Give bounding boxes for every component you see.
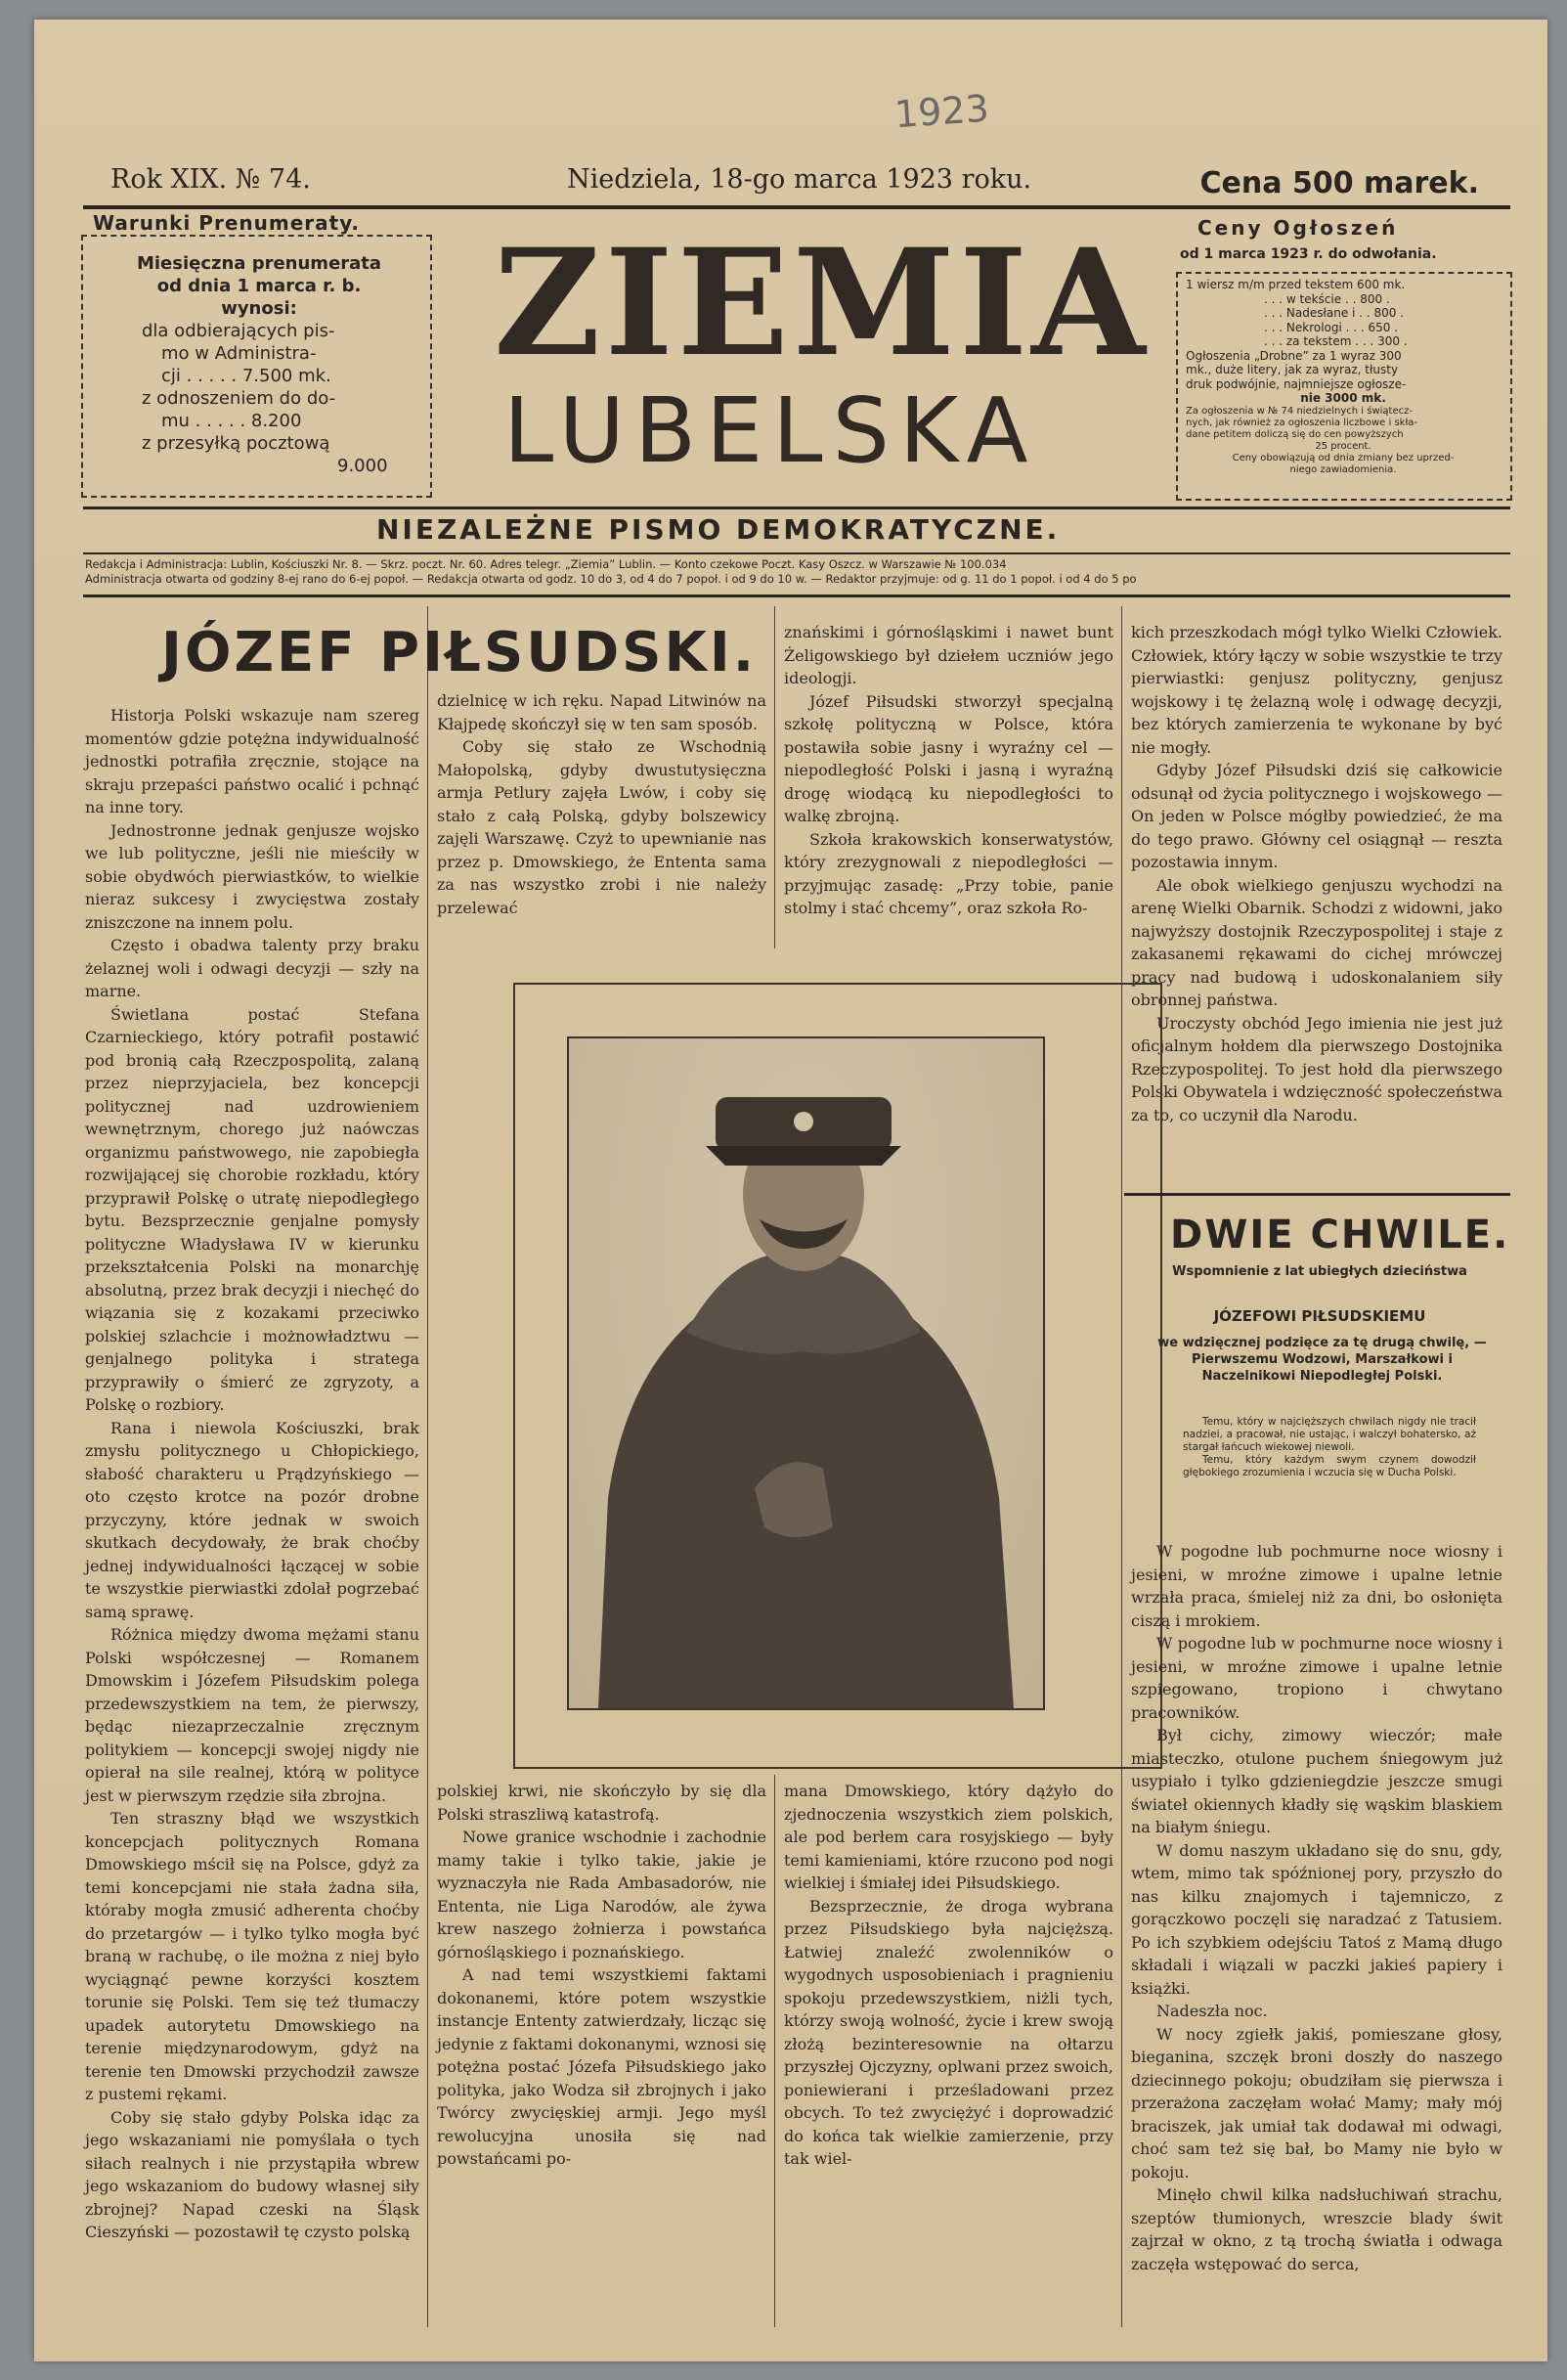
newspaper-page (34, 20, 1547, 2361)
address-block (85, 557, 1512, 587)
tagline-rule-bottom (83, 552, 1510, 554)
article2-dedication-sub: we wdzięcznej podzięce za tę drugą chwilę, — Pierwszemu Wodzowi, Marszałkowi i Naczelnikowi Niepodległej Polski. (1157, 1336, 1487, 1384)
column-divider (427, 606, 428, 2327)
portrait-photo (567, 1036, 1045, 1710)
masthead-subtitle: LUBELSKA (503, 378, 1038, 483)
tagline: NIEZALEŻNE PISMO DEMOKRATYCZNE. (376, 513, 1061, 546)
article-title: JÓZEF PIŁSUDSKI. (161, 621, 758, 684)
article2-motto: Temu, który w najcięższych chwilach nigdy nie tracił nadziei, a pracował, nie ustając, i walczył bohatersko, aż stargał łańcuch wiekowej niewoli. Temu, który każdym swym czynem dowodził głębokiego zrozumienia i wczucia się w Ducha Polski. (1183, 1416, 1476, 1478)
ads-title: Ceny Ogłoszeń (1197, 216, 1399, 240)
address-line-1: Redakcja i Administracja: Lublin, Kościuszki Nr. 8. — Skrz. poczt. Nr. 60. Adres telegr. „Ziemia” Lublin. — Konto czekowe Poczt. Kasy Oszcz. w Warszawie № 100.034 (85, 557, 1007, 571)
address-line-2: Administracja otwarta od godziny 8-ej rano do 6-ej popoł. — Redakcja otwarta od godz. 10 do 3, od 4 do 7 popoł. i od 9 do 10 w. — Redaktor przyjmuje: od g. 11 do 1 popoł. i od 4 do 5 po (85, 572, 1137, 586)
subscription-title: Warunki Prenumeraty. (93, 211, 360, 235)
article-column-4: kich przeszkodach mógł tylko Wielki Człowiek. Człowiek, który łączy w sobie wszystkie te trzy pierwiastki: genjusz polityczny, genjusz wojskowy i tę żelazną wolę i odwagę decyzji, bez których zamierzenia te wykonane by być nie mogły. Gdyby Józef Piłsudski dziś się całkowicie odsunął od życia politycznego i wojskowego — On jeden w Polsce mógłby powiedzieć, że ma do tego prawo. Główny cel osiągnął — reszta pozostawia innym. Ale obok wielkiego genjuszu wychodzi na arenę Wielki Obarnik. Schodzi z widowni, jako najwyższy dostojnik Rzeczypospolitej i staje z zakasanemi rękawami do cichej mrówczej pracy nad budową i udoskonalaniem siły obronnej państwa. Uroczysty obchód Jego imienia nie jest już oficjalnym hołdem dla pierwszego Dostojnika Rzeczypospolitej. To jest hołd dla pierwszego Polski Obywatela i wdzięczność społeczeństwa za to, co uczynił dla Narodu. (1131, 623, 1502, 1124)
subscription-text: Miesięczna prenumerata od dnia 1 marca r. b. wynosi: dla odbierających pis- mo w Administra- cji . . . . . 7.500 mk. z odnoszeniem do do- mu . . . . . 8.200 z przesyłką pocztową 9.000 (136, 253, 388, 476)
column-divider (774, 606, 775, 948)
address-rule (83, 595, 1510, 597)
column-divider (774, 1775, 775, 2327)
portrait-illustration (569, 1038, 1043, 1708)
article-column-2-bottom: polskiej krwi, nie skończyło by się dla Polski straszliwą katastrofą. Nowe granice wschodnie i zachodnie mamy takie i tylko takie, jakie je wyznaczyła nie Rada Ambasadorów, nie Ententa, nie Liga Narodów, ale żywa krew naszego żołnierza i powstańca górnośląskiego i poznańskiego. A nad temi wszystkiemi faktami dokonanemi, które potem wszystkie instancje Ententy zatwierdzały, licząc się jedynie z faktami dokonanymi, wznosi się potężna postać Józefa Piłsudskiego jako polityka, jako Wodza sił zbrojnych i jako Twórcy zwycięskiej armji. Jego myśl rewolucyjna unosiła się nad powstańcami po- (437, 1782, 766, 2168)
masthead-title: ZIEMIA (494, 217, 1150, 389)
tagline-rule-top (83, 507, 1510, 509)
article2-rule (1124, 1193, 1510, 1196)
pencil-annotation: 1923 (892, 86, 991, 137)
issue-price: Cena 500 marek. (1199, 166, 1479, 200)
issue-date: Niedziela, 18-go marca 1923 roku. (567, 164, 1032, 195)
ads-text: 1 wiersz m/m przed tekstem 600 mk. . . . w tekście . . 800 . . . . Nadesłane i . . 800 . . . . Nekrologi . . . 650 . . . . za tekstem . . . 300 . Ogłoszenia „Drobne” za 1 wyraz 300 mk., duże litery, jak za wyraz, tłusty druk podwójnie, najmniejsze ogłosze- nie 3000 mk. Za ogłoszenia w № 74 niedzielnych i świątecz- nych, jak również za ogłoszenia liczbowe i skła- dane petitem doliczą się do cen powyższych 25 procent. Ceny obowiązują od dnia zmiany bez uprzed- niego zawiadomienia. (1186, 278, 1455, 475)
article2-title: DWIE CHWILE. (1170, 1212, 1510, 1257)
article2-body: W pogodne lub pochmurne noce wiosny i jesieni, w mroźne zimowe i upalne letnie wrzała praca, śmielej niż za dni, bo osłonięta ciszą i mrokiem. W pogodne lub w pochmurne noce wiosny i jesieni, w mroźne zimowe i upalne letnie szpiegowano, tropiono i chwytano pracowników. Był cichy, zimowy wieczór; małe miasteczko, otulone puchem śniegowym już usypiało i tylko gdzieniegdzie jeszcze smugi świateł okiennych kładły się wąskim blaskiem na białym śniegu. W domu naszym układano się do snu, gdy, wtem, mimo tak spóźnionej pory, przyszło do nas kilku znajomych i tajemniczo, z gorączkowo poczęli się naradzać z Tatusiem. Po ich szybkiem odejściu Tatoś z Mamą długo składali i wiązali w paczki jakieś papiery i książki. Nadeszła noc. W nocy zgiełk jakiś, pomieszane głosy, bieganina, szczęk broni doszły do naszego dziecinnego pokoju; obudziłam się pierwsza i przerażona zaczęłam wołać Mamy; mały mój braciszek, jak umiał tak dodawał mi odwagi, choć sam też się bał, bo Mamy nie było w pokoju. Minęło chwil kilka nadsłuchiwań strachu, szeptów tłumionych, wreszcie blady świt zajrzał w okno, z tą trochą światła i odwaga zaczęła wstępować do serca, (1131, 1542, 1502, 2273)
issue-number: Rok XIX. № 74. (110, 164, 311, 195)
article2-subtitle: Wspomnienie z lat ubiegłych dzieciństwa (1172, 1264, 1467, 1279)
article-column-2-top: dzielnicę w ich ręku. Napad Litwinów na Kłajpedę skończył się w ten sam sposób. Coby się stało ze Wschodnią Małopolską, gdyby dwustutysięczna armja Petlury zajęła Lwów, i coby się stało z całą Polską, gdyby bolszewicy zajęli Warszawę. Czyż to upewnianie nas przez p. Dmowskiego, że Ententa sama za nas wszystko zrobi i nie należy przelewać (437, 691, 766, 917)
header-rule (83, 205, 1510, 209)
article2-dedication: JÓZEFOWI PIŁSUDSKIEMU (1213, 1307, 1426, 1325)
article-column-3-top: znańskimi i górnośląskimi i nawet bunt Żeligowskiego był dziełem uczniów jego ideologji. Józef Piłsudski stworzył specjalną szkołę polityczną w Polsce, która postawiła sobie jasny i wyraźny cel — niepodległość Polski i jasną i wyraźną drogę wiodącą ku niepodległości to walkę zbrojną. Szkoła krakowskich konserwatystów, który zrezygnowali z niepodległości — przyjmując zasadę: „Przy tobie, panie stolmy i stać chcemy”, oraz szkoła Ro- (784, 623, 1113, 917)
article-column-1: Historja Polski wskazuje nam szereg momentów gdzie potężna indywidualność jednostki potrafiła zręcznie, stojące na skraju przepaści państwo ocalić i pchnąć na inne tory. Jednostronne jednak genjusze wojsko we lub polityczne, jeśli nie mieściły w sobie obydwóch pierwiastków, to wielkie nieraz sukcesy i zwycięstwa zostały zniszczone na innem polu. Często i obadwa talenty przy braku żelaznej woli i odwagi decyzji — szły na marne. Świetlana postać Stefana Czarnieckiego, który potrafił postawić pod bronią całą Rzeczpospolitą, zalaną przez nieprzyjaciela, bez koncepcji politycznej nad uzdrowieniem wewnętrznym, chorego już naówczas organizmu państwowego, nie zapobiegła rozwijającej się chorobie rozkładu, który przyprawił Polskę o utratę niepodległego bytu. Bezsprzecznie genjalne pomysły polityczne Władysława IV w kierunku przekształcenia Polski na monarchję absolutną, przez brak decyzji i niechęć do wiązania się z kozakami przeciwko polskiej szlachcie i możnowładztwu — genjalnego polityka i stratega przyprawiły o śmierć ze zgryzoty, a Polskę o rozbiory. Rana i niewola Kościuszki, brak zmysłu politycznego u Chłopickiego, słabość charakteru u Prądzyńskiego — oto często krotce na pozór drobne przyczyny, które jednak w swoich skutkach decydowały, że brak choćby jednej indywidualności łączącej w sobie te wszystkie pierwiastki zdolał pogrzebać samą sprawę. Różnica między dwoma mężami stanu Polski współczesnej — Romanem Dmowskim i Józefem Piłsudskim polega przedewszystkiem na tem, że pierwszy, będąc niezaprzeczalnie zręcznym politykiem — koncepcji swojej nigdy nie opierał na sile realnej, którą w polityce jest w pierwszym rzędzie siła zbrojna. Ten straszny błąd we wszystkich koncepcjach politycznych Romana Dmowskiego mścił się na Polsce, gdyż za temi koncepcjami nie stała żadna siła, któraby mogła zmusić adherenta choćby do przetargów — i tylko tylko mogła być braną w rachubę, o ile można z niej było wyciągnąć pewne korzyści kosztem torunie się Polski. Tem się też tłumaczy upadek autorytetu Dmowskiego na terenie międzynarodowym, gdyż na terenie ten Dmowski przychodził zawsze z pustemi rękami. Coby się stało gdyby Polska idąc za jego wskazaniami nie pomyślała o tych siłach realnych i nie przystąpiła wbrew jego wskazaniom do budowy własnej siły zbrojnej? Napad czeski na Śląsk Cieszyński — pozostawił tę czysto polską (85, 706, 419, 2241)
ads-subtitle: od 1 marca 1923 r. do odwołania. (1180, 246, 1437, 262)
article-column-3-bottom: mana Dmowskiego, który dążyło do zjednoczenia wszystkich ziem polskich, ale pod berłem cara rosyjskiego — były temi kamieniami, które rzucono pod nogi wielkiej i śmiałej idei Piłsudskiego. Bezsprzecznie, że droga wybrana przez Piłsudskiego była najcięższą. Łatwiej znaleźć zwolenników o wygodnych usposobieniach i pragnieniu spokoju przedewszystkiem, niżli tych, którzy swoją wolność, życie i krew swoją złożą bezinteresownie na ołtarzu przyszłej Ojczyzny, oplwani przez swoich, poniewierani i prześladowani przez obcych. To też zwyciężyć i doprowadzić do końca tak wielkie zamierzenie, przy tak wiel- (784, 1782, 1113, 2168)
